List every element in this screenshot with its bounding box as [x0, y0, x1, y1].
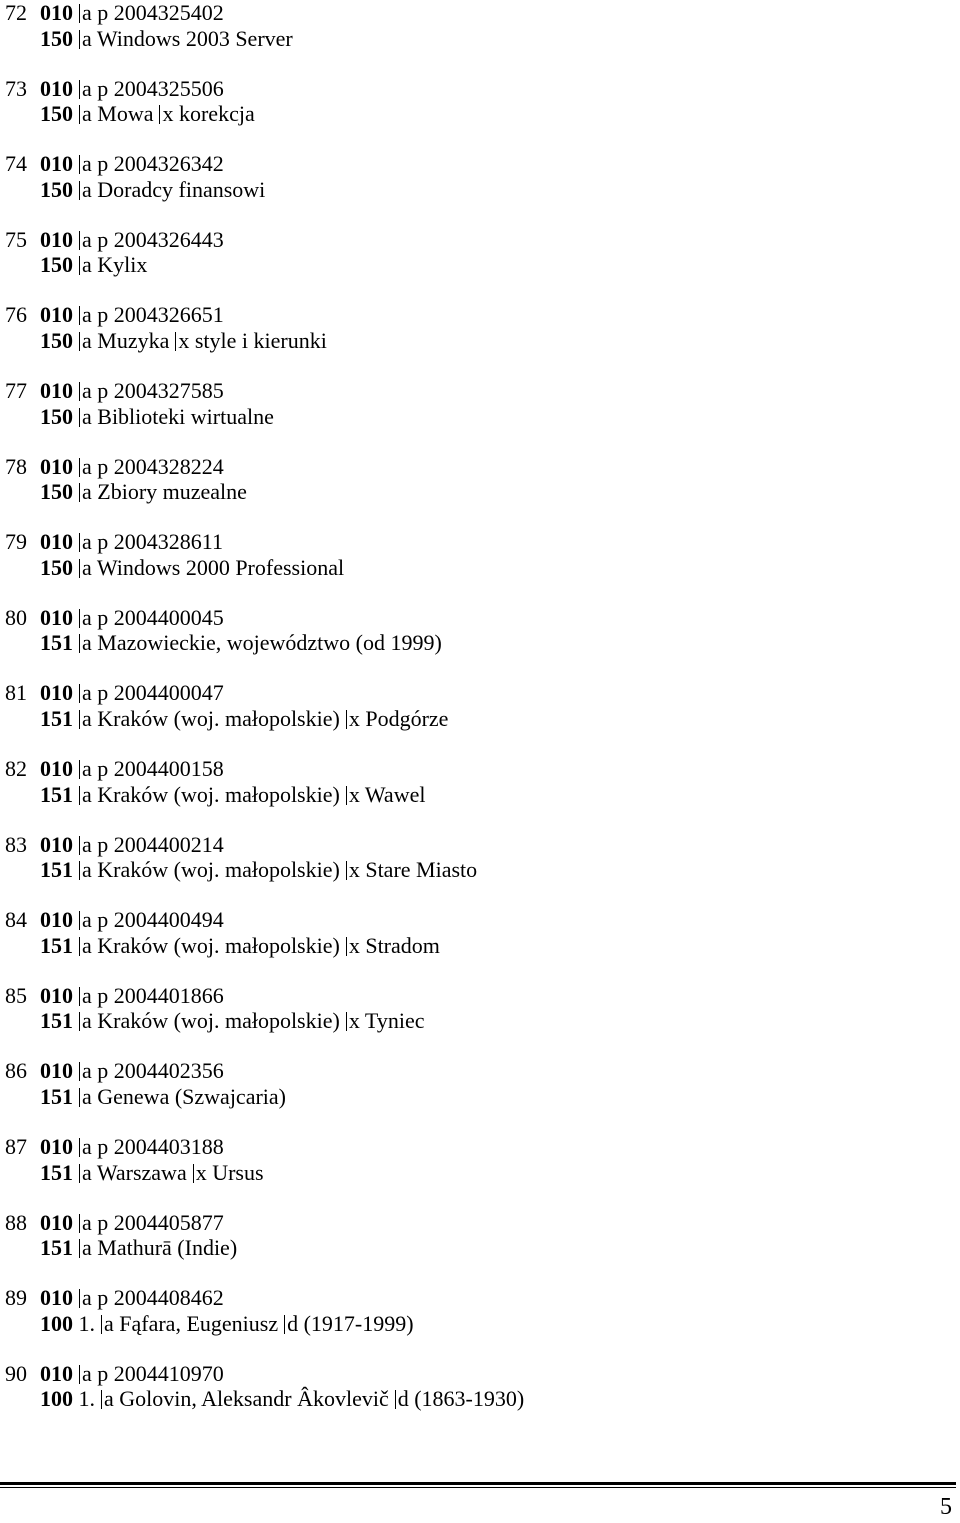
subfield-delimiter	[175, 332, 176, 351]
subfield-delimiter	[79, 684, 80, 703]
record-number: 81	[5, 680, 27, 706]
subfield-value: x Podgórze	[348, 705, 449, 731]
field-tag: 010	[40, 1058, 73, 1084]
subfield-delimiter	[193, 1164, 194, 1183]
record-entry	[0, 0, 940, 51]
record-line-010	[0, 227, 940, 253]
record-number: 88	[5, 1209, 27, 1235]
subfield-delimiter	[79, 1239, 80, 1258]
subfield-value: a Windows 2000 Professional	[82, 554, 345, 580]
record-number: 82	[5, 756, 27, 781]
subfield-value: a p 2004400494	[82, 907, 224, 933]
record-line-heading	[0, 26, 940, 52]
field-tag: 150	[40, 403, 73, 429]
field-tag: 151	[40, 1008, 73, 1034]
field-tag: 010	[40, 453, 73, 479]
subfield-delimiter	[79, 231, 80, 250]
record-line-heading	[0, 933, 940, 959]
record-line-010	[0, 1134, 940, 1160]
subfield-delimiter	[79, 760, 80, 779]
subfield-delimiter	[79, 786, 80, 805]
field-tag: 010	[40, 831, 73, 857]
field-tag: 151	[40, 1159, 73, 1185]
subfield-delimiter	[346, 786, 347, 805]
field-tag: 151	[40, 781, 73, 807]
field-tag: 010	[40, 0, 73, 25]
field-tag: 100	[40, 1386, 73, 1412]
subfield-delimiter	[79, 181, 80, 200]
record-line-heading	[0, 1084, 940, 1110]
record-line-010	[0, 1285, 940, 1311]
record-line-010	[0, 605, 940, 631]
subfield-delimiter	[79, 1088, 80, 1107]
record-number: 78	[5, 453, 27, 479]
field-tag: 151	[40, 857, 73, 883]
subfield-delimiter	[79, 559, 80, 578]
subfield-value: a p 2004410970	[82, 1360, 224, 1386]
record-line-heading	[0, 404, 940, 430]
subfield-value: a p 2004402356	[82, 1058, 224, 1084]
record-number: 83	[5, 831, 27, 857]
record-number: 86	[5, 1058, 27, 1084]
subfield-value: a p 2004400158	[82, 756, 224, 781]
subfield-delimiter	[79, 155, 80, 174]
record-line-010	[0, 756, 940, 782]
record-entry	[0, 756, 940, 807]
record-entry	[0, 1134, 940, 1185]
subfield-delimiter	[346, 710, 347, 729]
subfield-delimiter	[79, 105, 80, 124]
record-line-heading	[0, 1235, 940, 1261]
subfield-value: a p 2004408462	[82, 1285, 224, 1311]
subfield-delimiter	[79, 836, 80, 855]
subfield-delimiter	[79, 30, 80, 49]
subfield-delimiter	[79, 80, 80, 99]
field-tag: 150	[40, 479, 73, 505]
subfield-value: a p 2004400045	[82, 604, 224, 630]
record-entry	[0, 605, 940, 656]
subfield-value: x Tyniec	[348, 1008, 425, 1034]
subfield-value: a Mazowieckie, województwo (od 1999)	[82, 630, 442, 656]
record-line-010	[0, 454, 940, 480]
subfield-delimiter	[79, 458, 80, 477]
field-tag: 150	[40, 252, 73, 278]
subfield-delimiter	[284, 1315, 285, 1334]
subfield-value: a p 2004325402	[82, 0, 224, 25]
record-line-010	[0, 0, 940, 26]
record-number: 85	[5, 982, 27, 1008]
field-tag: 010	[40, 226, 73, 252]
subfield-delimiter	[79, 987, 80, 1006]
subfield-delimiter	[79, 1012, 80, 1031]
record-entry	[0, 378, 940, 429]
subfield-value: a Kraków (woj. małopolskie)	[82, 932, 340, 958]
record-entry	[0, 454, 940, 505]
record-line-heading	[0, 706, 940, 732]
subfield-value: d (1917-1999)	[287, 1310, 414, 1336]
field-tag: 100	[40, 1310, 73, 1336]
record-line-heading	[0, 555, 940, 581]
record-number: 72	[5, 0, 27, 25]
subfield-value: a Kraków (woj. małopolskie)	[82, 781, 340, 807]
footer-rule-thin	[0, 1487, 956, 1488]
subfield-delimiter	[346, 1012, 347, 1031]
page-number: 5	[940, 1494, 952, 1520]
subfield-delimiter	[79, 533, 80, 552]
subfield-value: a p 2004405877	[82, 1209, 224, 1235]
record-line-heading	[0, 1386, 940, 1412]
record-line-010	[0, 302, 940, 328]
field-tag: 150	[40, 176, 73, 202]
subfield-delimiter	[79, 408, 80, 427]
record-line-010	[0, 76, 940, 102]
record-entry	[0, 227, 940, 278]
record-entry	[0, 302, 940, 353]
subfield-delimiter	[395, 1390, 396, 1409]
record-line-heading	[0, 252, 940, 278]
subfield-value: a Mowa	[82, 101, 154, 127]
subfield-value: a Fąfara, Eugeniusz	[104, 1310, 279, 1336]
record-line-010	[0, 983, 940, 1009]
record-line-010	[0, 1210, 940, 1236]
subfield-value: a Genewa (Szwajcaria)	[82, 1083, 286, 1109]
field-tag: 151	[40, 1083, 73, 1109]
subfield-delimiter	[79, 937, 80, 956]
record-line-010	[0, 680, 940, 706]
record-number: 90	[5, 1360, 27, 1386]
field-tag: 010	[40, 1360, 73, 1386]
record-entry	[0, 529, 940, 580]
field-tag: 151	[40, 1235, 73, 1261]
footer-rule	[0, 1482, 956, 1485]
subfield-value: a p 2004326342	[82, 151, 224, 177]
subfield-delimiter	[79, 1365, 80, 1384]
subfield-value: a p 2004326443	[82, 226, 224, 252]
field-tag: 010	[40, 529, 73, 555]
subfield-value: x Wawel	[348, 781, 426, 807]
subfield-delimiter	[79, 483, 80, 502]
subfield-value: a Mathurā (Indie)	[82, 1235, 238, 1261]
subfield-value: x Stradom	[348, 932, 440, 958]
subfield-value: a p 2004326651	[82, 302, 224, 328]
subfield-value: a p 2004327585	[82, 378, 224, 403]
subfield-delimiter	[79, 382, 80, 401]
record-line-heading	[0, 1311, 940, 1337]
field-tag: 010	[40, 756, 73, 781]
field-tag: 010	[40, 1134, 73, 1159]
record-number: 74	[5, 151, 27, 177]
record-line-010	[0, 907, 940, 933]
subfield-delimiter	[79, 609, 80, 628]
record-number: 80	[5, 604, 27, 630]
record-line-010	[0, 832, 940, 858]
subfield-value: a p 2004400047	[82, 680, 224, 706]
subfield-value: x Ursus	[195, 1159, 264, 1185]
record-line-heading	[0, 782, 940, 808]
record-entry	[0, 1210, 940, 1261]
record-entry	[0, 76, 940, 127]
subfield-delimiter	[79, 1289, 80, 1308]
record-number: 73	[5, 75, 27, 101]
record-line-heading	[0, 479, 940, 505]
indicator: 1.	[78, 1386, 95, 1412]
record-line-010	[0, 151, 940, 177]
subfield-delimiter	[79, 1214, 80, 1233]
subfield-delimiter	[101, 1390, 102, 1409]
record-number: 79	[5, 529, 27, 555]
subfield-value: a p 2004401866	[82, 982, 224, 1008]
field-tag: 150	[40, 327, 73, 353]
record-entry	[0, 1058, 940, 1109]
indicator: 1.	[78, 1310, 95, 1336]
record-line-heading	[0, 101, 940, 127]
subfield-value: a Kraków (woj. małopolskie)	[82, 1008, 340, 1034]
subfield-delimiter	[79, 256, 80, 275]
subfield-value: a Kraków (woj. małopolskie)	[82, 857, 340, 883]
subfield-value: x korekcja	[162, 101, 255, 127]
subfield-value: a Warszawa	[82, 1159, 187, 1185]
subfield-value: d (1863-1930)	[397, 1386, 525, 1412]
record-line-heading	[0, 1160, 940, 1186]
subfield-value: a p 2004400214	[82, 831, 224, 857]
subfield-delimiter	[79, 911, 80, 930]
subfield-delimiter	[79, 861, 80, 880]
field-tag: 010	[40, 680, 73, 706]
field-tag: 151	[40, 630, 73, 656]
field-tag: 010	[40, 75, 73, 101]
record-line-010	[0, 529, 940, 555]
subfield-value: a Muzyka	[82, 327, 170, 353]
field-tag: 010	[40, 378, 73, 403]
subfield-value: a p 2004403188	[82, 1134, 224, 1159]
record-entry	[0, 907, 940, 958]
record-entry	[0, 680, 940, 731]
record-entry	[0, 1285, 940, 1336]
record-entry	[0, 1361, 940, 1412]
subfield-value: a Windows 2003 Server	[82, 25, 293, 51]
record-line-010	[0, 1361, 940, 1387]
record-number: 87	[5, 1134, 27, 1159]
record-number: 77	[5, 378, 27, 403]
field-tag: 010	[40, 982, 73, 1008]
subfield-value: a Biblioteki wirtualne	[82, 403, 274, 429]
record-number: 76	[5, 302, 27, 328]
subfield-delimiter	[79, 4, 80, 23]
field-tag: 150	[40, 25, 73, 51]
field-tag: 150	[40, 554, 73, 580]
subfield-value: x Stare Miasto	[348, 857, 478, 883]
subfield-value: a p 2004325506	[82, 75, 224, 101]
subfield-value: a Doradcy finansowi	[82, 176, 266, 202]
subfield-value: a Golovin, Aleksandr Âkovlevič	[104, 1386, 389, 1412]
subfield-value: x style i kierunki	[178, 327, 327, 353]
subfield-delimiter	[346, 861, 347, 880]
record-line-010	[0, 378, 940, 404]
subfield-delimiter	[79, 306, 80, 325]
subfield-delimiter	[79, 634, 80, 653]
subfield-delimiter	[101, 1315, 102, 1334]
record-entry	[0, 983, 940, 1034]
subfield-delimiter	[79, 1138, 80, 1157]
record-number: 75	[5, 226, 27, 252]
record-number: 84	[5, 907, 27, 933]
subfield-delimiter	[79, 332, 80, 351]
subfield-value: a p 2004328224	[82, 453, 224, 479]
record-line-heading	[0, 177, 940, 203]
subfield-delimiter	[79, 1164, 80, 1183]
subfield-value: a Kraków (woj. małopolskie)	[82, 705, 340, 731]
field-tag: 010	[40, 907, 73, 933]
field-tag: 151	[40, 932, 73, 958]
subfield-delimiter	[346, 937, 347, 956]
field-tag: 010	[40, 604, 73, 630]
record-line-010	[0, 1058, 940, 1084]
record-line-heading	[0, 328, 940, 354]
subfield-delimiter	[159, 105, 160, 124]
record-entry	[0, 832, 940, 883]
subfield-value: a Kylix	[82, 252, 148, 278]
subfield-delimiter	[79, 710, 80, 729]
subfield-value: a Zbiory muzealne	[82, 479, 247, 505]
subfield-value: a p 2004328611	[82, 529, 223, 555]
record-line-heading	[0, 630, 940, 656]
record-number: 89	[5, 1285, 27, 1311]
record-line-heading	[0, 857, 940, 883]
record-entry	[0, 151, 940, 202]
field-tag: 150	[40, 101, 73, 127]
field-tag: 010	[40, 302, 73, 328]
field-tag: 151	[40, 705, 73, 731]
field-tag: 010	[40, 1285, 73, 1311]
record-line-heading	[0, 1008, 940, 1034]
field-tag: 010	[40, 151, 73, 177]
field-tag: 010	[40, 1209, 73, 1235]
subfield-delimiter	[79, 1062, 80, 1081]
